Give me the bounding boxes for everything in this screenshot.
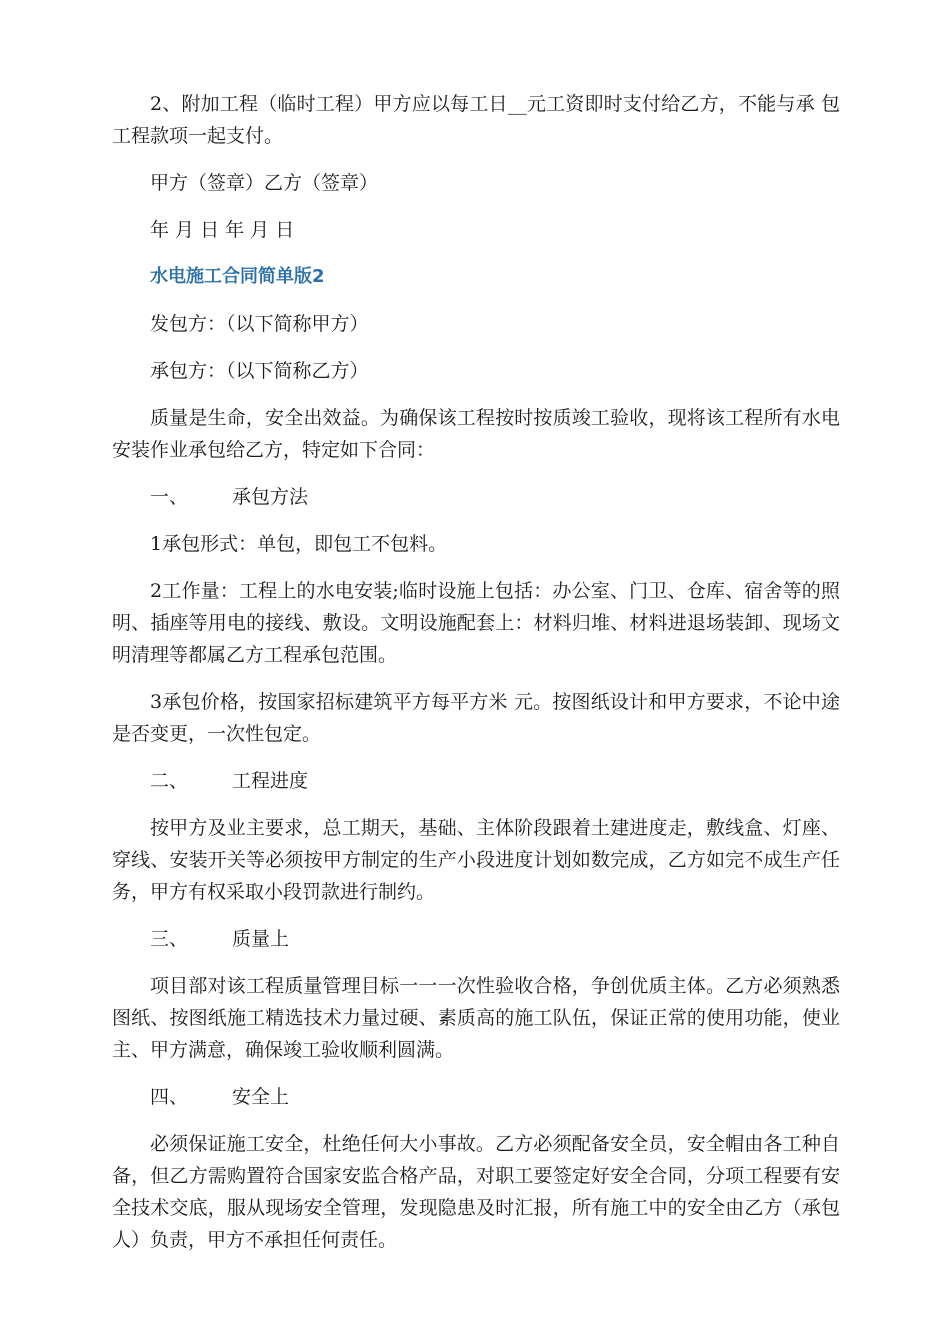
section-title: 安全上 (232, 1086, 290, 1108)
section-number: 四、 (150, 1086, 189, 1108)
party-b-line: 承包方：（以下简称乙方） (150, 360, 369, 382)
section-heading-4 (112, 1081, 840, 1113)
section-number: 二、 (150, 770, 189, 792)
party-a-line: 发包方：（以下简称甲方） (150, 313, 369, 335)
paragraph-signatures: 甲方（签章）乙方（签章） (150, 172, 379, 194)
section-number: 一、 (150, 486, 189, 508)
section-title: 工程进度 (232, 770, 309, 792)
paragraph-additional-work: 2、附加工程（临时工程）甲方应以每工日__元工资即时支付给乙方，不能与承 包工程款项一起支付。 (112, 93, 840, 147)
section-4-paragraph-1: 必须保证施工安全，杜绝任何大小事故。乙方必须配备安全员，安全帽由各工种自备，但乙方需购置符合国家安监合格产品，对职工要签定好安全合同，分项工程要有安全技术交底，服从现场安全管理，发现隐患及时汇报，所有施工中的安全由乙方（承包人）负责，甲方不承担任何责任。 (112, 1133, 840, 1251)
contract-title: 水电施工合同简单版2 (150, 266, 325, 287)
section-heading-3 (112, 923, 840, 955)
section-title: 质量上 (232, 928, 290, 950)
section-heading-1 (112, 481, 840, 513)
paragraph-dates: 年 月 日 年 月 日 (150, 219, 295, 241)
document-body (112, 88, 840, 1271)
section-3-paragraph-1: 项目部对该工程质量管理目标一一一次性验收合格，争创优质主体。乙方必须熟悉图纸、按图纸施工精选技术力量过硬、素质高的施工队伍，保证正常的使用功能，使业主、甲方满意，确保竣工验收顺利圆满。 (112, 975, 840, 1061)
section-2-paragraph-1: 按甲方及业主要求，总工期天，基础、主体阶段跟着土建进度走，敷线盒、灯座、穿线、安装开关等必须按甲方制定的生产小段进度计划如数完成，乙方如完不成生产任务，甲方有权采取小段罚款进行制约。 (112, 817, 840, 903)
section-1-paragraph-2: 2工作量：工程上的水电安装;临时设施上包括：办公室、门卫、仓库、宿舍等的照明、插座等用电的接线、敷设。文明设施配套上：材料归堆、材料进退场装卸、现场文明清理等都属乙方工程承包范围。 (112, 580, 840, 666)
section-1-paragraph-1: 1承包形式：单包，即包工不包料。 (150, 533, 448, 555)
section-title: 承包方法 (232, 486, 309, 508)
section-heading-2 (112, 765, 840, 797)
section-1-paragraph-3: 3承包价格，按国家招标建筑平方每平方米 元。按图纸设计和甲方要求，不论中途是否变更，一次性包定。 (112, 691, 840, 745)
intro-paragraph: 质量是生命，安全出效益。为确保该工程按时按质竣工验收，现将该工程所有水电安装作业承包给乙方，特定如下合同： (112, 407, 840, 461)
section-number: 三、 (150, 928, 189, 950)
